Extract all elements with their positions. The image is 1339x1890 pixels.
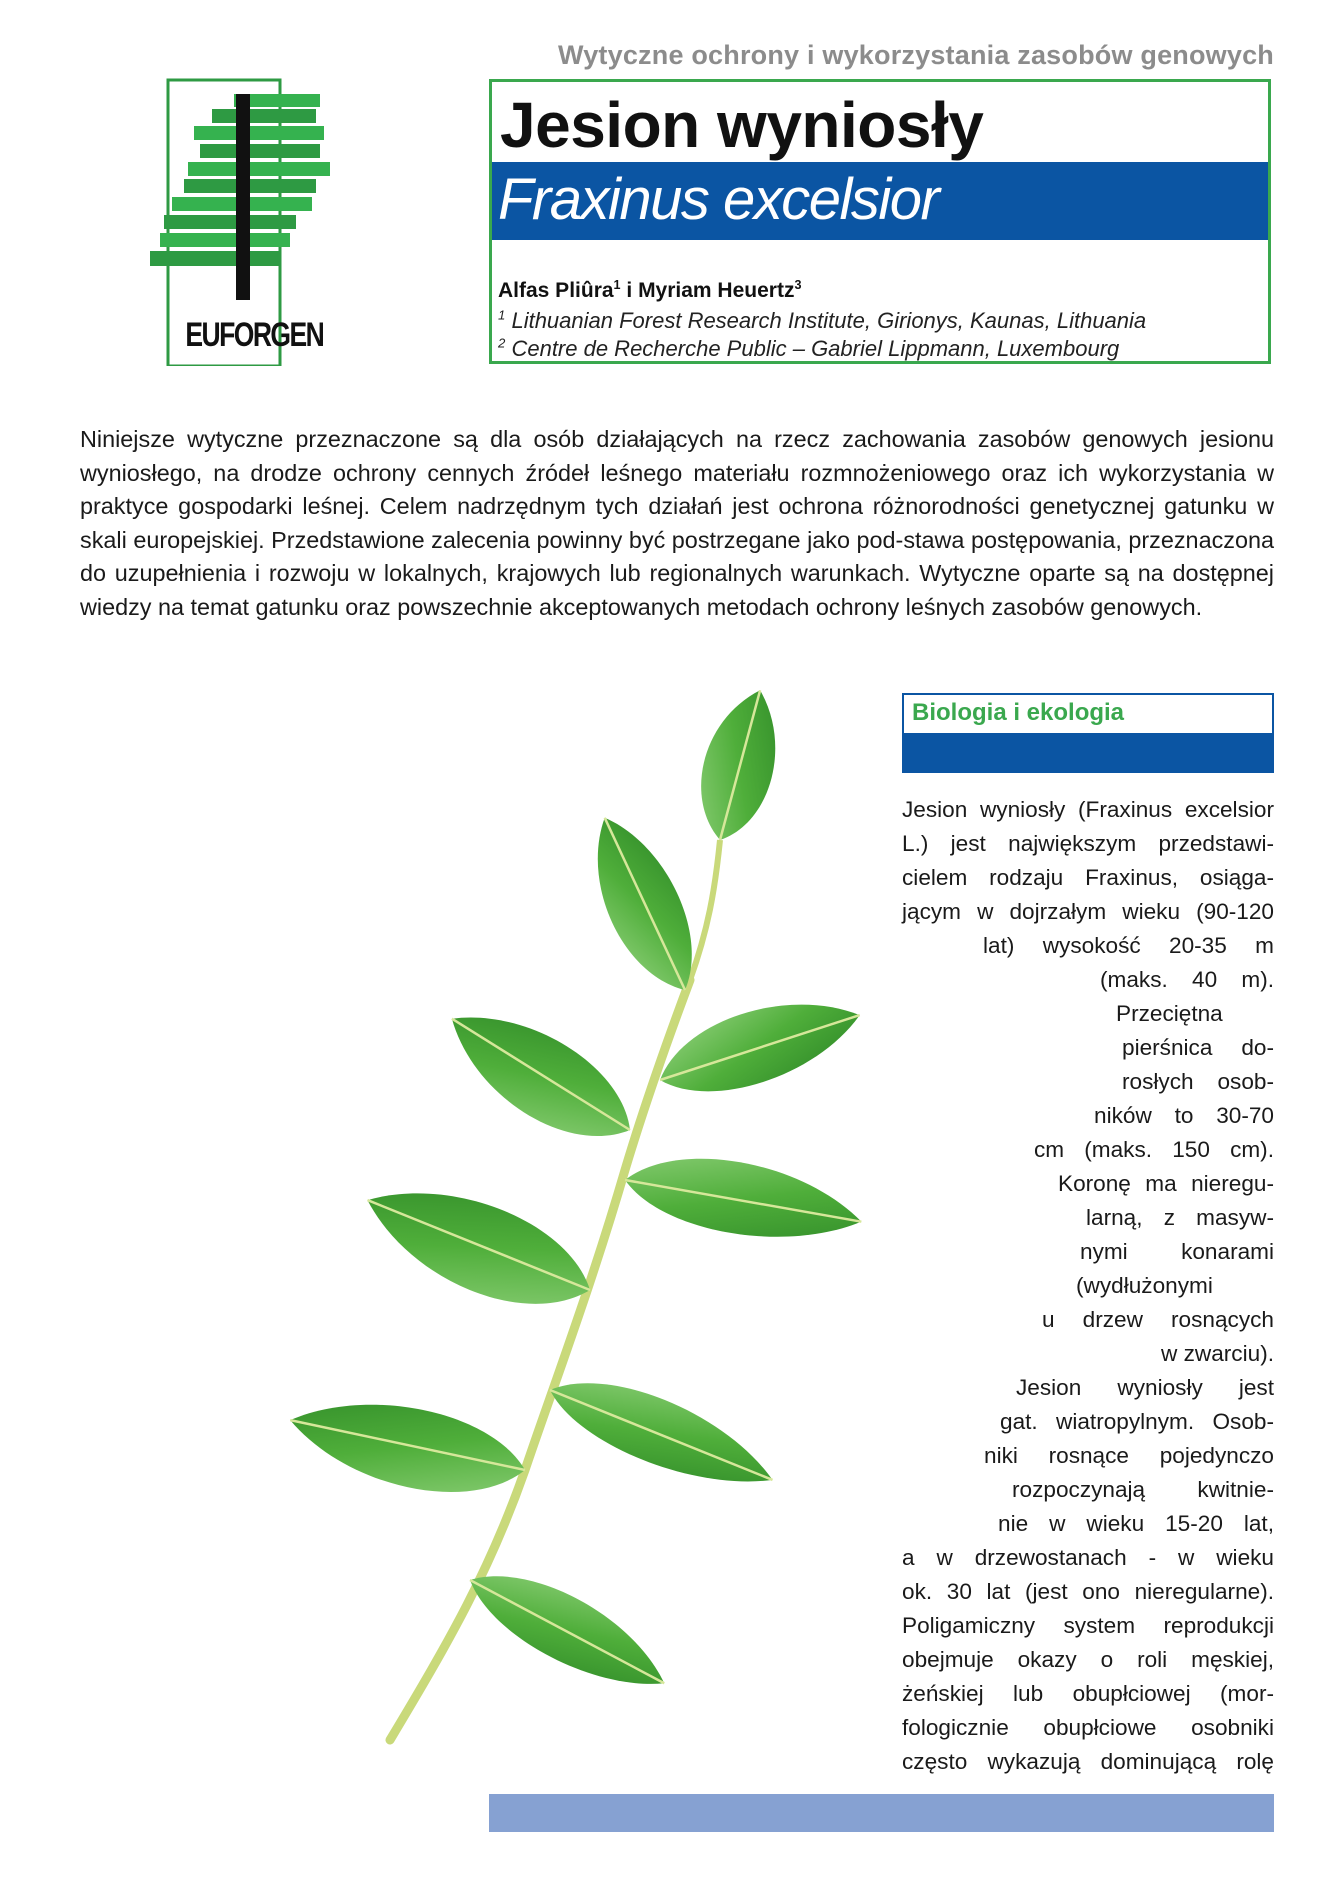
body-line: Przeciętna <box>1116 1001 1223 1026</box>
body-line: (wydłużonymi <box>1076 1273 1213 1298</box>
body-line: larną, z masyw- <box>1086 1205 1274 1230</box>
latin-name: Fraxinus excelsior <box>498 167 939 232</box>
body-line: fologicznie obupłciowe osobniki <box>902 1715 1274 1740</box>
body-line: cielem rodzaju Fraxinus, osiąga- <box>902 865 1274 890</box>
affiliation-2-text: Centre de Recherche Public – Gabriel Lippmann, Luxembourg <box>505 336 1120 361</box>
logo-text: EUFORGEN <box>185 316 324 354</box>
affiliation-2-sup: 2 <box>498 335 506 351</box>
body-line: Jesion wyniosły (Fraxinus excelsior <box>902 797 1274 822</box>
body-line: ników to 30-70 <box>1094 1103 1274 1128</box>
body-line: jącym w dojrzałym wieku (90-120 <box>902 899 1274 924</box>
section-band <box>902 733 1274 773</box>
body-line: a w drzewostanach - w wieku <box>902 1545 1274 1570</box>
body-line: u drzew rosnących <box>1042 1307 1274 1332</box>
latin-name-band <box>492 162 1268 240</box>
body-line: lat) wysokość 20-35 m <box>983 933 1274 958</box>
section-title: Biologia i ekologia <box>912 699 1125 726</box>
affiliation-2 <box>498 336 1119 362</box>
body-line: żeńskiej lub obupłciowej (mor- <box>902 1681 1274 1706</box>
page-title: Jesion wyniosły <box>500 89 984 161</box>
footer-bar <box>489 1794 1274 1832</box>
section-title-box <box>902 693 1274 733</box>
ash-leaf-illustration <box>290 690 950 1760</box>
body-line: rosłych osob- <box>1122 1069 1274 1094</box>
body-line: niki rosnące pojedynczo <box>984 1443 1274 1468</box>
body-line: L.) jest największym przedstawi- <box>902 831 1274 856</box>
affiliation-1 <box>498 308 1146 334</box>
series-title: Wytyczne ochrony i wykorzystania zasobów genowych <box>558 40 1274 70</box>
body-line: obejmuje okazy o roli męskiej, <box>902 1647 1274 1672</box>
intro-paragraph: Niniejsze wytyczne przeznaczone są dla osób działających na rzecz zachowania zasobów genowych jesionu wyniosłego, na drodze ochrony cennych źródeł leśnego materiału rozmnożeniowego oraz ich wykorzystania w praktyce gospodarki leśnej. Celem nadrzędnym tych działań jest ochrona różnorodności genetycznej gatunku w skali europejskiej. Przedstawione zalecenia powinny być postrzegane jako pod-stawa postępowania, przeznaczona do uzupełnienia i rozwoju w lokalnych, krajowych lub regionalnych warunkach. Wytyczne oparte są na dostępnej wiedzy na temat gatunku oraz powszechnie akceptowanych metodach ochrony leśnych zasobów genowych. <box>80 426 1274 620</box>
body-line: pierśnica do- <box>1122 1035 1274 1060</box>
body-line: ok. 30 lat (jest ono nieregularne). <box>902 1579 1274 1604</box>
title-box <box>489 79 1271 364</box>
author-2: i Myriam Heuertz <box>620 279 795 302</box>
body-line: w zwarciu). <box>1161 1341 1274 1366</box>
body-line: Koronę ma nieregu- <box>1058 1171 1274 1196</box>
body-line: gat. wiatropylnym. Osob- <box>1000 1409 1274 1434</box>
body-line: nymi konarami <box>1080 1239 1274 1264</box>
affiliation-1-text: Lithuanian Forest Research Institute, Girionys, Kaunas, Lithuania <box>505 308 1147 333</box>
body-line: cm (maks. 150 cm). <box>1034 1137 1274 1162</box>
author-2-sup: 3 <box>794 278 802 292</box>
body-line: często wykazują dominującą rolę <box>902 1749 1274 1774</box>
section-header <box>902 693 1274 773</box>
author-1-sup: 1 <box>613 278 621 292</box>
body-line: rozpoczynają kwitnie- <box>1012 1477 1274 1502</box>
body-line: (maks. 40 m). <box>1100 967 1274 992</box>
affiliation-1-sup: 1 <box>498 307 506 323</box>
author-1: Alfas Pliûra <box>498 279 614 302</box>
body-line: Jesion wyniosły jest <box>1016 1375 1274 1400</box>
body-line: Poligamiczny system reprodukcji <box>902 1613 1274 1638</box>
authors <box>498 279 801 303</box>
body-line: nie w wieku 15-20 lat, <box>998 1511 1274 1536</box>
